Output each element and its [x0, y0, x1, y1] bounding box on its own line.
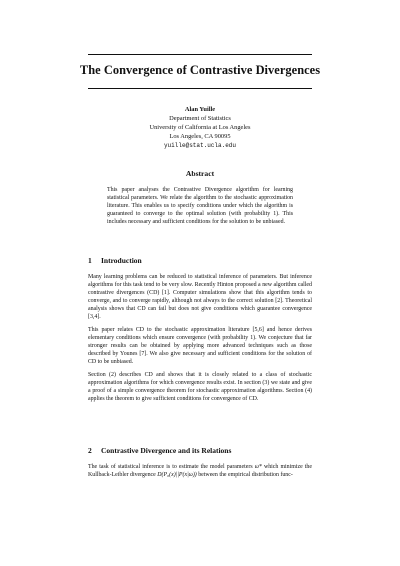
abstract-text: This paper analyses the Contrastive Divergence algorithm for learning statistical parameters. We relate the algorithm to the stochastic approximation literature. This enables us to specify conditions under which the algorithm is guaranteed to converge to the optimal solution (with probability 1). This includes necessary and sufficient conditions for the solution to be unbiased.	[107, 187, 293, 226]
title-rule-bottom	[88, 88, 312, 89]
author-department: Department of Statistics	[169, 114, 231, 122]
intro-paragraph-1: Many learning problems can be reduced to statistical inference of parameters. But inference algorithms for this task tend to be very slow. Recently Hinton proposed a new algorithm called contrastive divergences (CD) [1]. Computer simulations show that this algorithm tends to converge, and to converge rapidly, although not always to the correct solution [2]. Theoretical analysis shows that CD can fail but does not give conditions which guarantee convergence [3,4].	[88, 274, 312, 321]
text-run: between the empirical distribution func-	[196, 472, 293, 479]
author-email[interactable]: yuille@stat.ucla.edu	[163, 141, 236, 149]
text-run: The task of statistical inference is to estimate the model parameters	[88, 464, 255, 470]
text-run: which minimize the Kullback-Leibler divergence	[88, 464, 312, 479]
abstract-heading: Abstract	[185, 169, 215, 178]
author-institution: University of California at Los Angeles	[149, 123, 251, 131]
author-location: Los Angeles, CA 90095	[169, 132, 231, 140]
section-title: Introduction	[101, 256, 142, 265]
section-title: Contrastive Divergence and its Relations	[101, 446, 232, 455]
kl-divergence-formula: D(P₀(x)||P(x|ω))	[157, 472, 197, 479]
author-block	[0, 106, 400, 151]
intro-paragraph-3: Section (2) describes CD and shows that it is closely related to a class of stochastic approximation algorithms for which convergence results exist. In section (3) we state and give a proof of a simple convergence theorem for stochastic approximation algorithms. Section (4) applies the theorem to give sufficient conditions for convergence of CD.	[88, 372, 312, 403]
omega-star-symbol: ω*	[254, 464, 262, 470]
section-heading-contrastive-divergence	[88, 446, 231, 455]
section-heading-introduction	[88, 256, 142, 265]
paper-title: The Convergence of Contrastive Divergences	[79, 63, 321, 77]
section-number: 2	[88, 446, 92, 455]
author-name: Alan Yuille	[184, 106, 216, 113]
section2-paragraph-1	[88, 463, 312, 479]
section-number: 1	[88, 256, 92, 265]
title-rule-top	[88, 54, 312, 55]
intro-paragraph-2: This paper relates CD to the stochastic approximation literature [5,6] and hence derives elementary conditions which ensure convergence (with probability 1). We conjecture that far stronger results can be obtained by applying more advanced techniques such as those described by Younes [7]. We also give necessary and sufficient conditions for the solution of CD to be unbiased.	[88, 327, 312, 366]
